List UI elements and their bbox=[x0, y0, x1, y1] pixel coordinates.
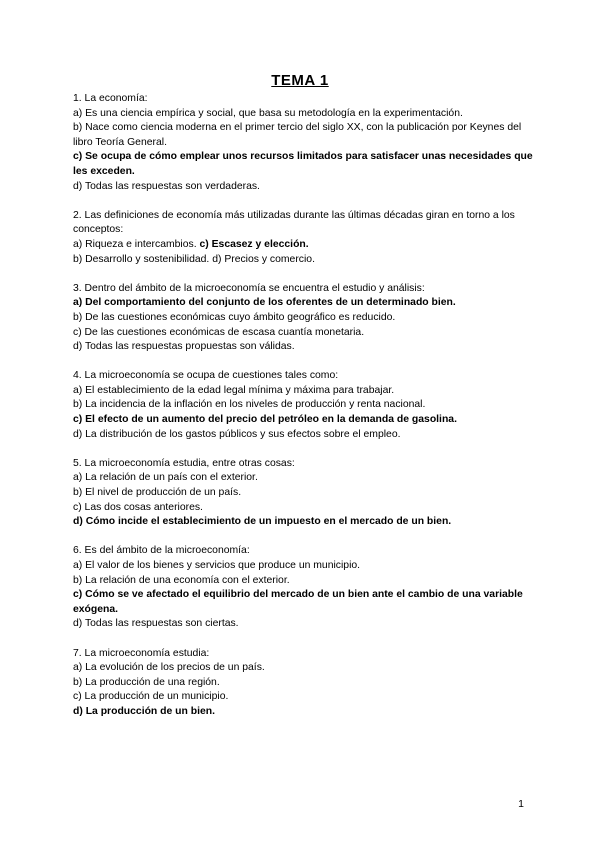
page-title: TEMA 1 bbox=[271, 72, 329, 89]
option-b: b) Nace como ciencia moderna en el primer tercio del siglo XX, con la publicación por Keynes del libro Teoría General. bbox=[73, 122, 522, 148]
question-stem: 4. La microeconomía se ocupa de cuestiones tales como: bbox=[73, 370, 339, 382]
question-stem: 5. La microeconomía estudia, entre otras cosas: bbox=[73, 457, 295, 469]
option-d: d) Todas las respuestas son verdaderas. bbox=[73, 180, 260, 192]
question-5 bbox=[73, 457, 533, 530]
option-d: d) La distribución de los gastos públicos y sus efectos sobre el empleo. bbox=[73, 428, 401, 440]
option-d-correct: d) La producción de un bien. bbox=[73, 705, 216, 717]
option-a: a) El valor de los bienes y servicios que produce un municipio. bbox=[73, 560, 361, 571]
option-c: c) Las dos cosas anteriores. bbox=[73, 501, 203, 513]
question-4 bbox=[73, 369, 533, 442]
option-b: b) La producción de una región. bbox=[73, 676, 220, 688]
option-c-correct: c) Escasez y elección. bbox=[199, 238, 309, 250]
question-7 bbox=[73, 647, 533, 720]
question-1 bbox=[73, 92, 533, 194]
option-b: b) La incidencia de la inflación en los niveles de producción y renta nacional. bbox=[73, 399, 426, 411]
option-c: c) De las cuestiones económicas de escasa cuantía monetaria. bbox=[73, 326, 365, 338]
question-stem: 6. Es del ámbito de la microeconomía: bbox=[73, 545, 250, 557]
option-b: b) La relación de una economía con el exterior. bbox=[73, 574, 290, 586]
option-d-correct: d) Cómo incide el establecimiento de un impuesto en el mercado de un bien. bbox=[73, 516, 452, 528]
option-a: a) Es una ciencia empírica y social, que basa su metodología en la experimentación. bbox=[73, 107, 463, 119]
option-a: a) El establecimiento de la edad legal mínima y máxima para trabajar. bbox=[73, 384, 395, 396]
question-6 bbox=[73, 544, 533, 632]
options-row-1 bbox=[73, 238, 533, 253]
option-a: a) La relación de un país con el exterior. bbox=[73, 472, 258, 484]
option-d: d) Todas las respuestas propuestas son válidas. bbox=[73, 341, 295, 353]
option-c: c) La producción de un municipio. bbox=[73, 691, 229, 703]
option-d: d) Todas las respuestas son ciertas. bbox=[73, 618, 239, 630]
question-stem: 3. Dentro del ámbito de la microeconomía se encuentra el estudio y análisis: bbox=[73, 282, 425, 294]
question-stem: 2. Las definiciones de economía más utilizadas durante las últimas décadas giran en torno a los conceptos: bbox=[73, 209, 515, 236]
questions-list bbox=[73, 92, 533, 734]
page-number: 1 bbox=[518, 798, 524, 810]
options-row-2 bbox=[73, 253, 533, 268]
question-stem: 1. La economía: bbox=[73, 93, 148, 104]
question-2 bbox=[73, 209, 533, 267]
option-c-correct: c) Se ocupa de cómo emplear unos recursos limitados para satisfacer unas necesidades que les exceden. bbox=[73, 151, 533, 177]
option-a: a) Riqueza e intercambios. bbox=[73, 238, 197, 250]
option-b: b) El nivel de producción de un país. bbox=[73, 487, 242, 499]
option-b: b) Desarrollo y sostenibilidad. bbox=[73, 253, 210, 265]
option-c-correct: c) El efecto de un aumento del precio del petróleo en la demanda de gasolina. bbox=[73, 414, 457, 426]
option-a-correct: a) Del comportamiento del conjunto de los oferentes de un determinado bien. bbox=[73, 297, 456, 309]
question-stem: 7. La microeconomía estudia: bbox=[73, 647, 210, 659]
question-3 bbox=[73, 282, 533, 355]
option-c-correct: c) Cómo se ve afectado el equilibrio del mercado de un bien ante el cambio de una variable exógena. bbox=[73, 589, 523, 615]
option-a: a) La evolución de los precios de un país. bbox=[73, 662, 265, 674]
option-b: b) De las cuestiones económicas cuyo ámbito geográfico es reducido. bbox=[73, 311, 396, 323]
option-d: d) Precios y comercio. bbox=[212, 253, 315, 265]
